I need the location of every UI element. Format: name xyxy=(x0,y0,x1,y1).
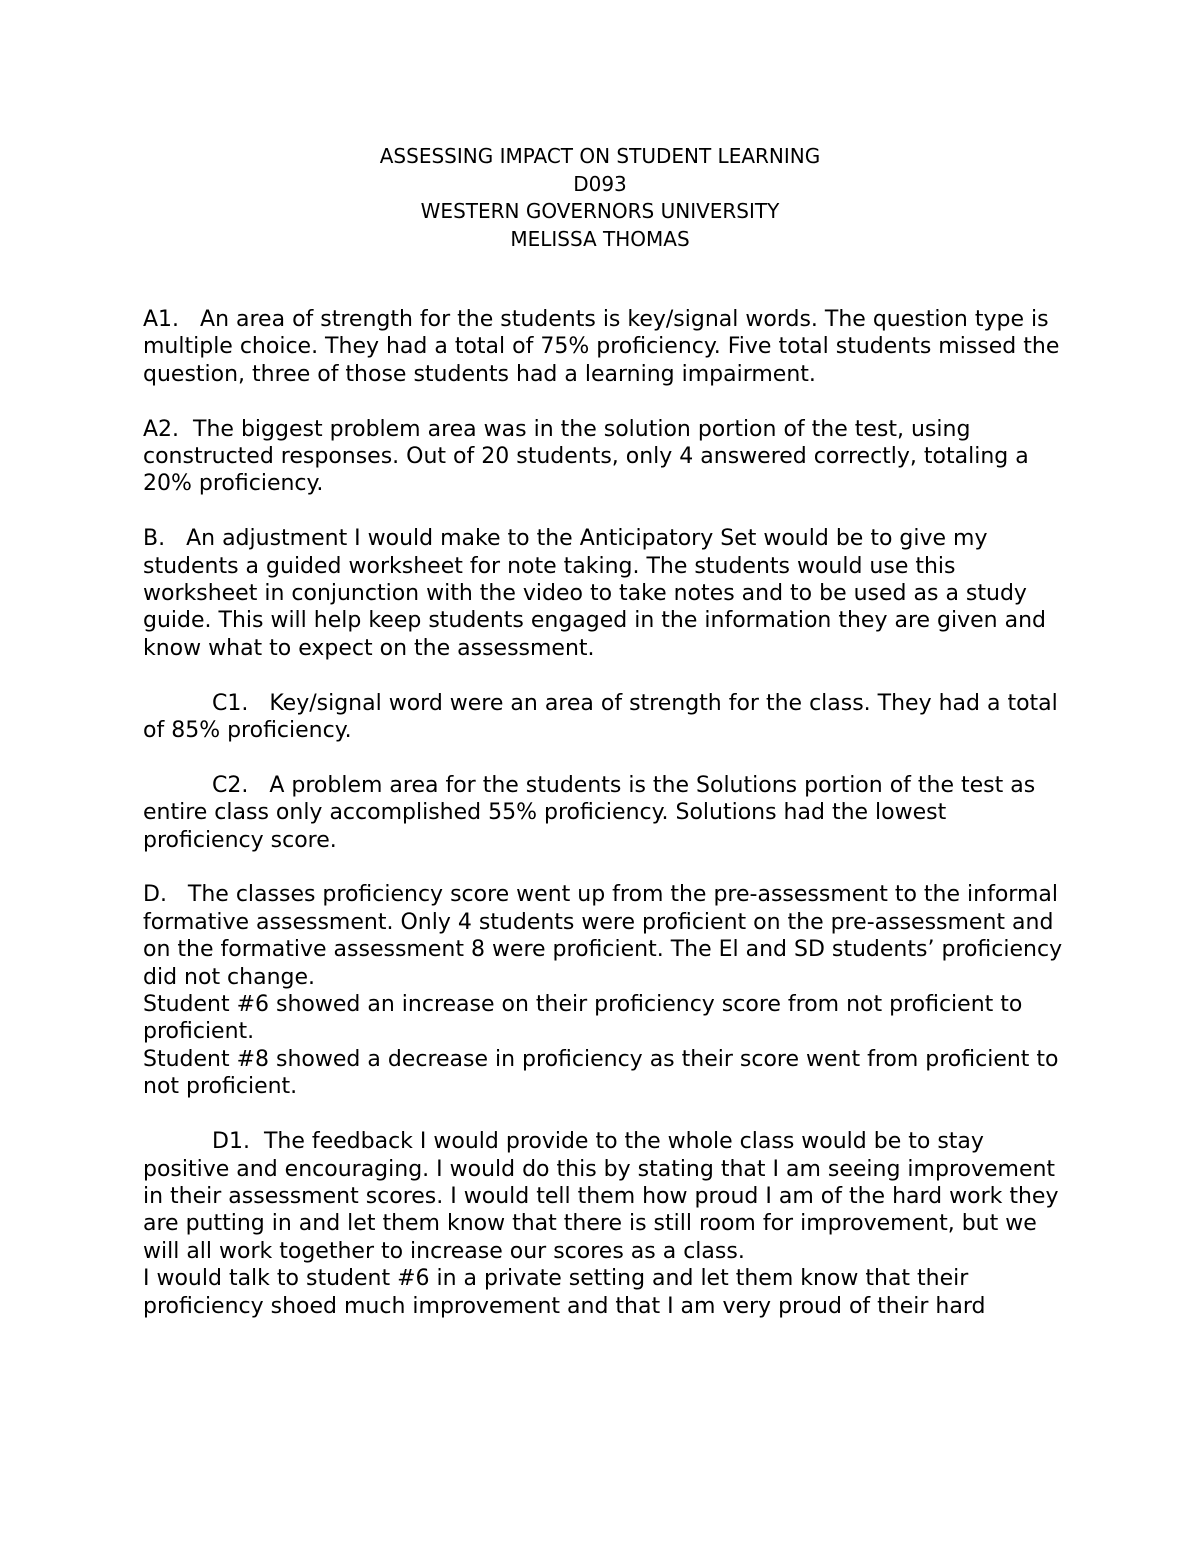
student-8-note: Student #8 showed a decrease in proficiency as their score went from proficient to not proficient. xyxy=(143,1046,1059,1100)
section-label: D1. xyxy=(212,1129,250,1155)
course-code: D093 xyxy=(573,171,627,196)
section-text: The biggest problem area was in the solution portion of the test, using constructed responses. Out of 20 students, only 4 answered correctly, totaling a 20% proficiency. xyxy=(143,416,1029,497)
section-c2 xyxy=(143,772,1068,854)
section-c1 xyxy=(143,690,1068,745)
section-a2 xyxy=(143,416,1068,498)
author-name: MELISSA THOMAS xyxy=(510,226,690,251)
section-text: Key/signal word were an area of strength for the class. They had a total of 85% proficiency. xyxy=(143,690,1058,744)
section-text: An adjustment I would make to the Anticipatory Set would be to give my students a guided worksheet for note taking. The students would use this worksheet in conjunction with the video to take notes and to be used as a study guide. This will help keep students engaged in the information they are given and know what to expect on the assessment. xyxy=(143,526,1047,661)
section-d xyxy=(143,881,1068,991)
section-label: A2. xyxy=(143,416,180,442)
section-label: A1. xyxy=(143,307,180,332)
section-text: A problem area for the students is the Solutions portion of the test as entire class only accomplished 55% proficiency. Solutions had the lowest proficiency score. xyxy=(143,772,1036,853)
section-label: D. xyxy=(143,882,167,908)
section-text: The classes proficiency score went up from the pre-assessment to the informal formative assessment. Only 4 students were proficient on the pre-assessment and on the formative assessment 8 were proficient. The El and SD students’ proficiency did not change. xyxy=(143,882,1063,990)
section-d1 xyxy=(143,1128,1068,1265)
section-b xyxy=(143,525,1068,662)
section-label: C1. xyxy=(212,690,249,716)
university-name: WESTERN GOVERNORS UNIVERSITY xyxy=(420,199,780,223)
student-6-note: Student #6 showed an increase on their proficiency score from not proficient to proficient. xyxy=(143,992,1023,1045)
student-6-feedback: I would talk to student #6 in a private setting and let them know that their proficiency shoed much improvement and that I am very proud of their hard xyxy=(143,1266,986,1319)
section-label: B. xyxy=(143,526,166,552)
section-a1 xyxy=(143,306,1068,388)
section-text: The feedback I would provide to the whole class would be to stay positive and encouraging. I would do this by stating that I am seeing improvement in their assessment scores. I would tell them how proud I am of the hard work they are putting in and let them know that there is still room for improvement, but we will all work together to increase our scores as a class. xyxy=(143,1129,1059,1264)
title-block xyxy=(0,143,1200,253)
document-title: ASSESSING IMPACT ON STUDENT LEARNING xyxy=(379,144,821,168)
document-body xyxy=(143,306,1068,1320)
section-text: An area of strength for the students is key/signal words. The question type is multiple choice. They had a total of 75% proficiency. Five total students missed the question, three of those students had a learning impairment. xyxy=(143,307,1060,387)
section-label: C2. xyxy=(212,772,249,798)
